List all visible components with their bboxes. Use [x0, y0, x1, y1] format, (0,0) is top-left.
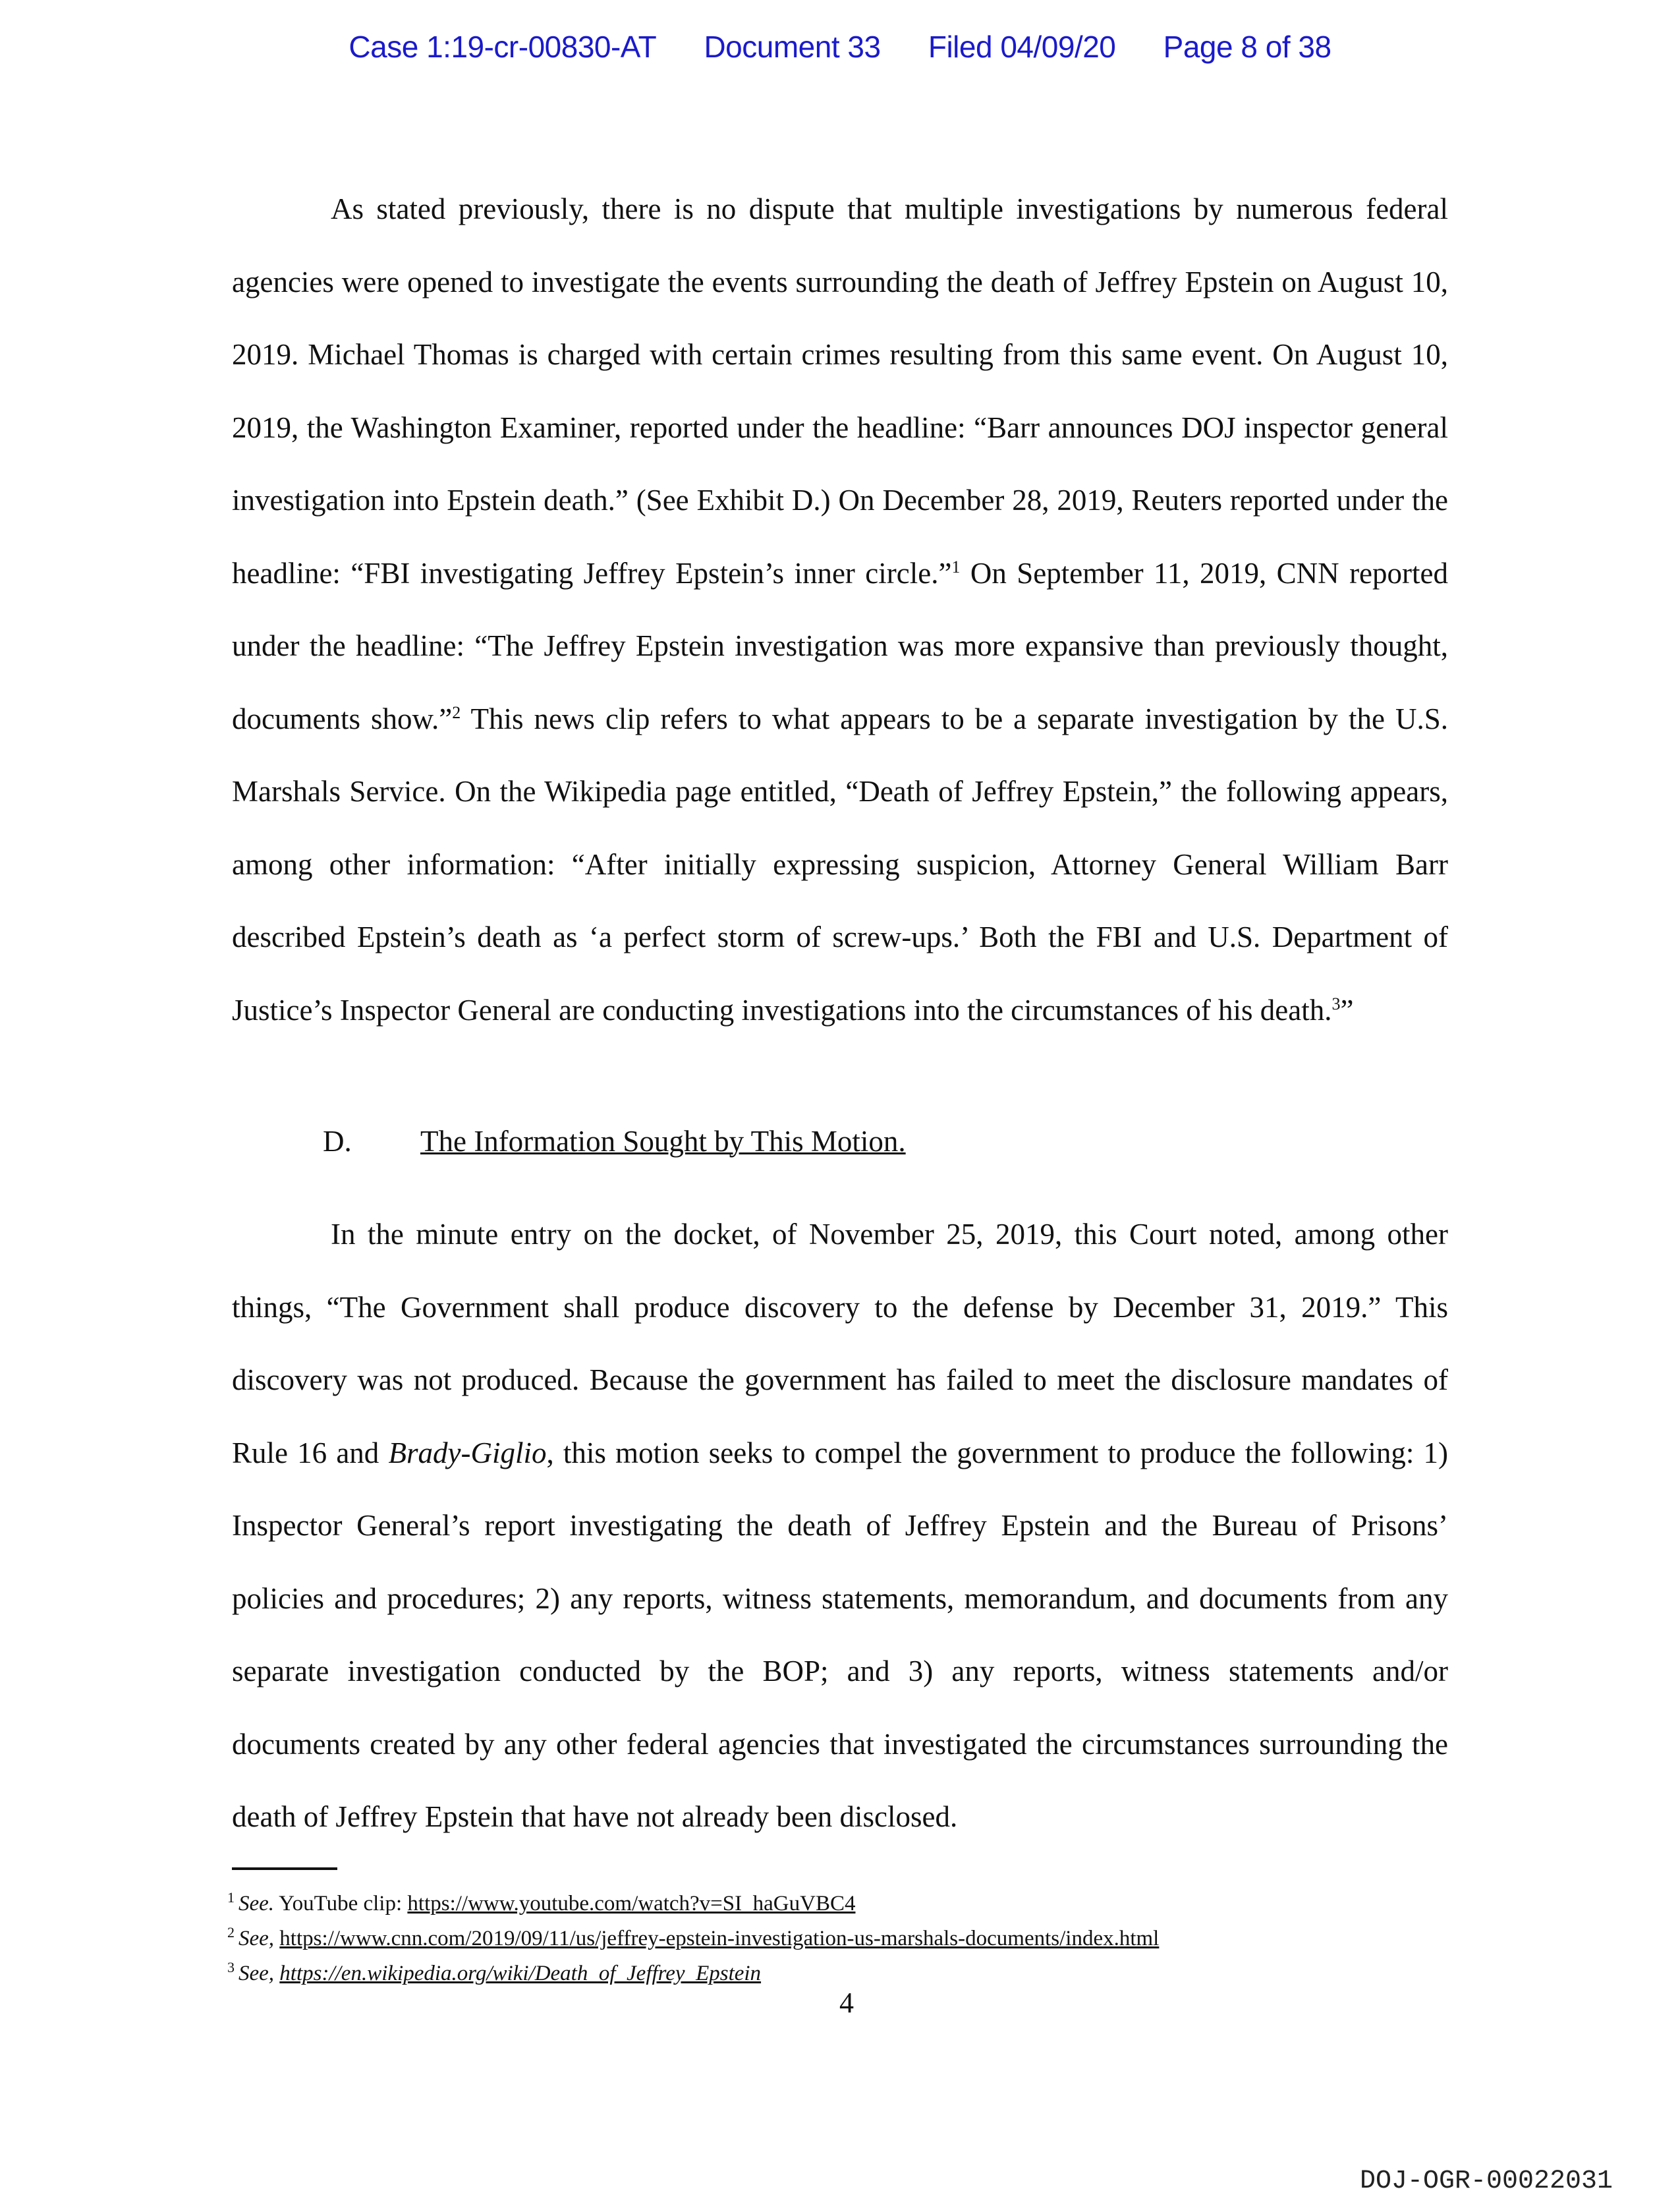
paragraph-investigations [232, 173, 1448, 1046]
section-heading [323, 1124, 906, 1158]
paragraph-text: In the minute entry on the docket, of November 25, 2019, this Court noted, among other things, “The Government shall produce discovery to the defense by December 31, 2019.” This discovery was not produced. Because the government has failed to meet the disclosure mandates of Rule 16 and [232, 1218, 1448, 1469]
youtube-link[interactable]: https://www.youtube.com/watch?v=SI_haGuVBC4 [407, 1892, 856, 1915]
case-citation: Brady-Giglio [388, 1436, 547, 1469]
footnote-1 [227, 1883, 1159, 1918]
footnote-signal: See. [238, 1892, 275, 1915]
paragraph-text: On September 11, 2019, CNN reported under the headline: “The Jeffrey Epstein investigation was more expansive than previously thought, documents show.” [232, 556, 1448, 735]
footnote-number: 2 [227, 1924, 235, 1941]
case-number: Case 1:19-cr-00830-AT [349, 30, 657, 64]
paragraph-information-sought [232, 1198, 1448, 1854]
footnote-signal: See, [238, 1927, 275, 1950]
paragraph-text: , this motion seeks to compel the government to produce the following: 1) Inspector General’s report investigating the death of Jeffrey Epstein and the Bureau of Prisons’ policies and procedures; 2) any reports, witness statements, memorandum, and documents from any separate investigation conducted by the BOP; and 3) any reports, witness statements and/or documents created by any other federal agencies that investigated the circumstances surrounding the death of Jeffrey Epstein that have not already been disclosed. [232, 1436, 1449, 1833]
footnote-number: 1 [227, 1889, 235, 1906]
bates-number: DOJ-OGR-00022031 [1359, 2167, 1613, 2196]
filed-date: Filed 04/09/20 [928, 30, 1116, 64]
footnote-label: YouTube clip: [274, 1892, 408, 1915]
wikipedia-link[interactable]: https://en.wikipedia.org/wiki/Death_of_Jeffrey_Epstein [279, 1962, 762, 1985]
document-number: Document 33 [704, 30, 881, 64]
paragraph-text: As stated previously, there is no dispute that multiple investigations by numerous federal agencies were opened to investigate the events surrounding the death of Jeffrey Epstein on August 10, 2019. Michael Thomas is charged with certain crimes resulting from this same event. On August 10, 2019, the Washington Examiner, reported under the headline: “Barr announces DOJ inspector general investigation into Epstein death.” (See Exhibit D.) On December 28, 2019, Reuters reported under the headline: “FBI investigating Jeffrey Epstein’s inner circle.” [232, 192, 1448, 590]
footnote-signal: See, [238, 1962, 275, 1985]
footnote-divider [232, 1867, 337, 1870]
footnote-3 [227, 1953, 1159, 1988]
footnotes [227, 1883, 1159, 1988]
paragraph-text: ” [1340, 993, 1354, 1027]
footnote-number: 3 [227, 1959, 235, 1975]
paragraph-text: This news clip refers to what appears to be a separate investigation by the U.S. Marshals Service. On the Wikipedia page entitled, “Death of Jeffrey Epstein,” the following appears, among other information: “After initially expressing suspicion, Attorney General William Barr described Epstein’s death as ‘a perfect storm of screw-ups.’ Both the FBI and U.S. Department of Justice’s Inspector General are conducting investigations into the circumstances of his death. [232, 702, 1448, 1027]
section-title: The Information Sought by This Motion. [420, 1125, 906, 1158]
footnote-ref-3[interactable]: 3 [1331, 994, 1341, 1013]
case-header [0, 29, 1680, 65]
footnote-2 [227, 1918, 1159, 1953]
cnn-link[interactable]: https://www.cnn.com/2019/09/11/us/jeffrey-epstein-investigation-us-marshals-documents/index.html [279, 1927, 1160, 1950]
footnote-ref-2[interactable]: 2 [452, 702, 461, 722]
section-letter: D. [323, 1125, 352, 1158]
footnote-ref-1[interactable]: 1 [951, 557, 961, 577]
page-number: 4 [839, 1987, 854, 2019]
page-of-total: Page 8 of 38 [1163, 30, 1331, 64]
